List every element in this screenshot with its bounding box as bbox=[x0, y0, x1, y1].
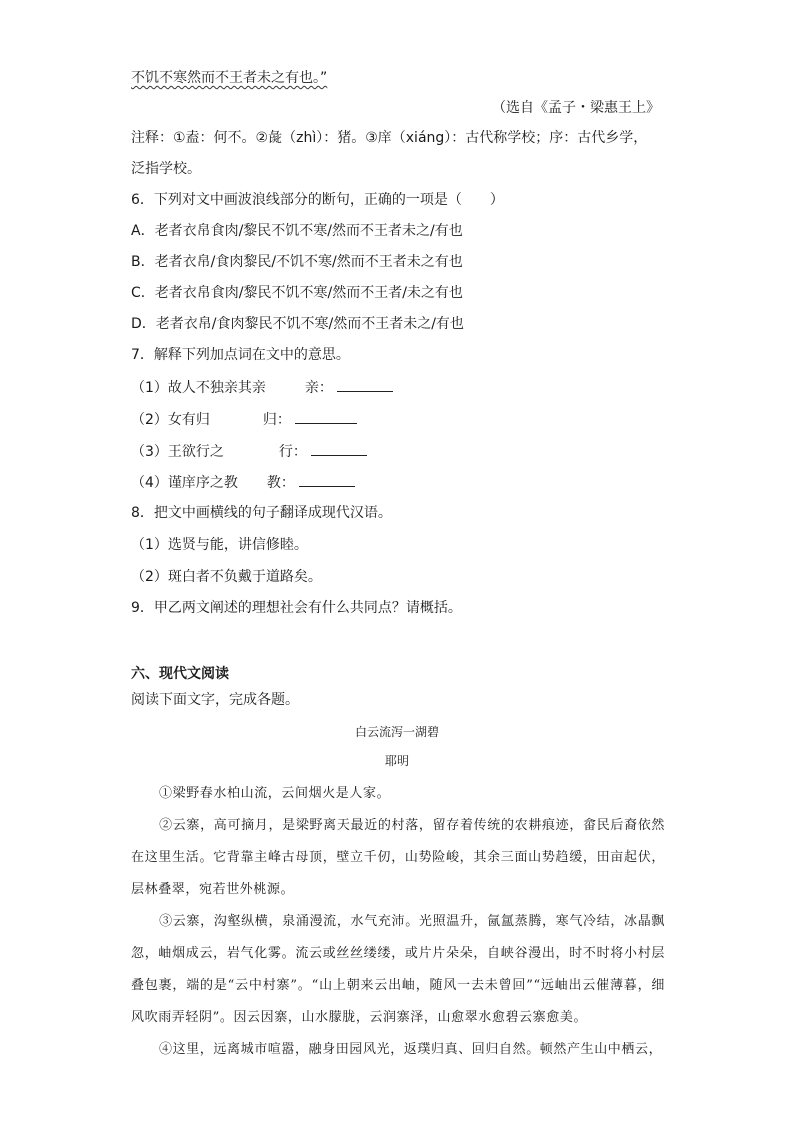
wavy-underlined-text: 不饥不寒然而不王者未之有也。” bbox=[131, 70, 328, 86]
notes-line-2: 泛指学校。 bbox=[131, 161, 201, 177]
section-heading: 六、现代文阅读 bbox=[131, 666, 229, 682]
article-author: 耶明 bbox=[384, 754, 409, 768]
answer-blank[interactable] bbox=[311, 441, 367, 456]
question-7-item-1 bbox=[131, 377, 393, 398]
question-8-item-2: （2）斑白者不负戴于道路矣。 bbox=[131, 569, 322, 585]
question-7-stem: 7．解释下列加点词在文中的意思。 bbox=[131, 347, 350, 363]
article-title: 白云流泻一湖碧 bbox=[354, 725, 439, 739]
question-7-item-2 bbox=[131, 409, 357, 430]
passage-last-line bbox=[131, 68, 327, 88]
question-8-item-1: （1）选贤与能，讲信修睦。 bbox=[131, 537, 308, 553]
item-word: 教： bbox=[266, 475, 295, 491]
question-9-stem: 9．甲乙两文阐述的理想社会有什么共同点？请概括。 bbox=[131, 600, 462, 616]
question-7-item-3 bbox=[131, 441, 367, 462]
item-phrase: （2）女有归 bbox=[131, 412, 210, 428]
question-6-option-d: D．老者衣帛/食肉黎民不饥不寒/然而不王者未之/有也 bbox=[131, 316, 464, 332]
question-6-option-c: C．老者衣帛食肉/黎民不饥不寒/然而不王者/未之有也 bbox=[131, 285, 463, 301]
item-phrase: （4）谨庠序之教 bbox=[131, 475, 238, 491]
item-word: 行： bbox=[278, 444, 307, 460]
item-phrase: （3）王欲行之 bbox=[131, 444, 224, 460]
article-paragraph-3: ③云寨，沟壑纵横，泉涌漫流，水气充沛。光照温升，氤氲蒸腾，寒气冷结，冰晶飘忽，岫烟成云，岩气化雾。流云或丝丝缕缕，或片片朵朵，自峡谷漫出，时不时将小村层叠包裹，端的是“云中村寨”。“山上朝来云出岫，随风一去未曾回”“远岫出云催薄暮，细风吹雨弄轻阴”。因云因寨，山水朦胧，云润寨泽，山愈翠水愈碧云寨愈美。 bbox=[131, 914, 665, 1025]
article-paragraph-1: ①梁野春水柏山流，云间烟火是人家。 bbox=[159, 786, 391, 801]
answer-blank[interactable] bbox=[295, 409, 357, 424]
item-phrase: （1）故人不独亲其亲 bbox=[131, 380, 266, 396]
answer-blank[interactable] bbox=[299, 472, 355, 487]
item-word: 归： bbox=[262, 412, 291, 428]
answer-blank[interactable] bbox=[337, 377, 393, 392]
source-citation: （选自《孟子・梁惠王上》 bbox=[492, 100, 660, 116]
article-paragraph-4: ④这里，远离城市喧嚣，融身田园风光，返璞归真、回归自然。顿然产生山中栖云， bbox=[159, 1042, 663, 1057]
question-6-option-b: B．老者衣帛/食肉黎民/不饥不寒/然而不王者未之有也 bbox=[131, 254, 463, 270]
question-6-option-a: A．老者衣帛食肉/黎民不饥不寒/然而不王者未之/有也 bbox=[131, 223, 463, 239]
item-word: 亲： bbox=[304, 380, 333, 396]
question-8-stem: 8．把文中画横线的句子翻译成现代汉语。 bbox=[131, 505, 392, 521]
notes-line-1: 注释：①盍：何不。②彘（zhì）：猪。③庠（xiáng）：古代称学校；序：古代乡学， bbox=[131, 130, 648, 146]
section-instruction: 阅读下面文字，完成各题。 bbox=[131, 692, 299, 708]
question-6-stem: 6．下列对文中画波浪线部分的断句，正确的一项是（ ） bbox=[131, 192, 504, 208]
article-paragraph-2: ②云寨，高可摘月，是梁野离天最近的村落，留存着传统的农耕痕迹，畲民后裔依然在这里生活。它背靠主峰古母顶，壁立千仞，山势险峻，其余三面山势趋缓，田亩起伏，层林叠翠，宛若世外桃源。 bbox=[131, 818, 665, 897]
question-7-item-4 bbox=[131, 472, 355, 493]
